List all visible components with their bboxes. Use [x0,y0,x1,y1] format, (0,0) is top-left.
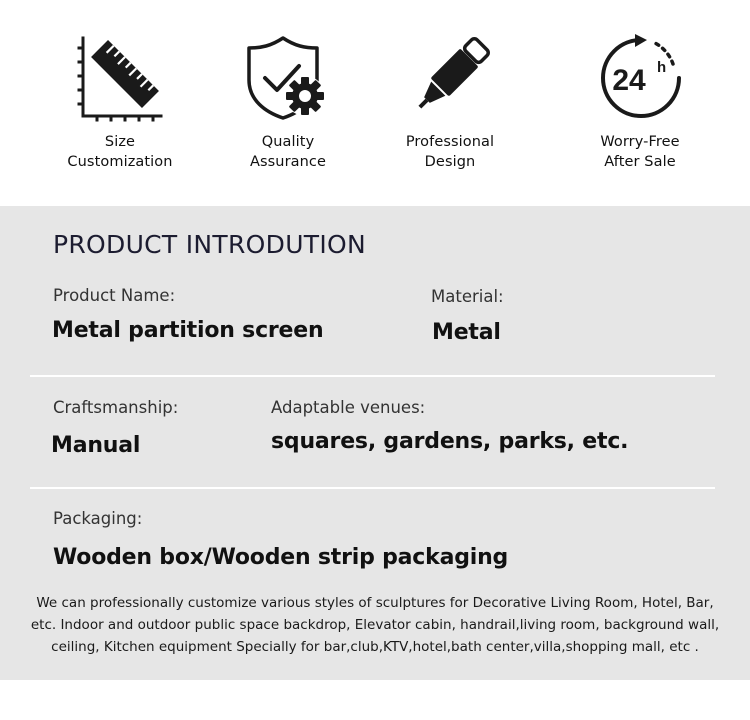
description-line: etc. Indoor and outdoor public space backdrop, Elevator cabin, handrail,living room, background wall, [30,617,720,633]
material-value: Metal [432,320,501,345]
shield-gear-icon [243,34,333,122]
description-line: ceiling, Kitchen equipment Specially for bar,club,KTV,hotel,bath center,villa,shopping mall, etc . [51,639,699,655]
feature-label [208,132,368,172]
feature-label-line1: Quality [261,134,315,150]
section-title: PRODUCT INTRODUTION [53,230,367,259]
material-label: Material: [431,287,504,306]
feature-label [40,132,200,172]
24h-service-icon [595,34,685,122]
feature-label [370,132,530,172]
feature-label-line1: Worry-Free [600,134,680,150]
craftsmanship-label: Craftsmanship: [53,398,179,417]
product-introduction-panel [0,206,750,680]
product-description [18,592,732,658]
packaging-value: Wooden box/Wooden strip packaging [53,545,509,570]
craftsmanship-value: Manual [51,433,141,458]
footer-spacer [0,680,750,720]
feature-label [560,132,720,172]
feature-label-line2: Design [424,154,476,170]
feature-professional-design [370,34,530,172]
venues-value: squares, gardens, parks, etc. [271,429,629,454]
feature-size-customization [40,34,200,172]
divider [30,375,715,377]
feature-worry-free-after-sale [560,34,720,172]
24h-badge-unit: h [657,59,667,76]
feature-quality-assurance [208,34,368,172]
divider [30,487,715,489]
feature-label-line1: Size [104,134,136,150]
description-line: We can professionally customize various styles of sculptures for Decorative Living Room, Hotel, Bar, [36,595,714,611]
feature-label-line1: Professional [405,134,495,150]
24h-badge-number: 24 [612,64,646,97]
ruler-size-icon [75,34,165,122]
product-name-label: Product Name: [53,286,176,305]
features-section [0,0,750,206]
feature-label-line2: Assurance [249,154,327,170]
pen-design-icon [405,34,495,122]
packaging-label: Packaging: [53,509,143,528]
feature-label-line2: After Sale [604,154,676,170]
venues-label: Adaptable venues: [271,398,426,417]
feature-label-line2: Customization [67,154,173,170]
product-name-value: Metal partition screen [52,318,324,343]
